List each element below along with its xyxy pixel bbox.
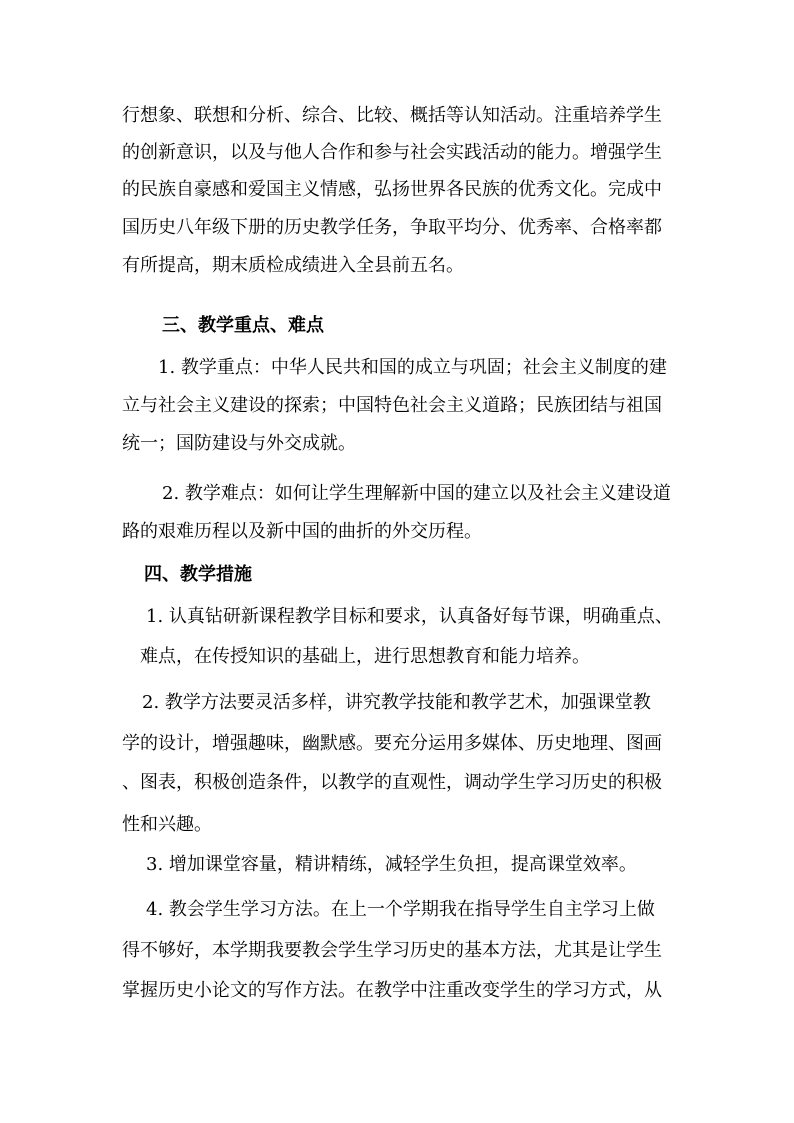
text-line: 4. 教会学生学习方法。在上一个学期我在指导学生自主学习上做 [146,899,655,920]
text-line: 的创新意识，以及与他人合作和参与社会实践活动的能力。增强学生 [122,142,662,163]
text-line: 1. 教学重点：中华人民共和国的成立与巩固；社会主义制度的建 [158,357,667,378]
text-line: 掌握历史小论文的写作方法。在教学中注重改变学生的学习方式，从 [122,980,662,1001]
text-line: 难点，在传授知识的基础上，进行思想教育和能力培养。 [140,646,590,667]
text-line: 行想象、联想和分析、综合、比较、概括等认知活动。注重培养学生 [122,105,662,126]
text-line: 国历史八年级下册的历史教学任务，争取平均分、优秀率、合格率都 [122,217,662,238]
text-line: 学的设计，增强趣味，幽默感。要充分运用多媒体、历史地理、图画 [122,733,662,754]
text-line: 立与社会主义建设的探索；中国特色社会主义道路；民族团结与祖国 [122,395,662,416]
text-line: 得不够好，本学期我要教会学生学习历史的基本方法，尤其是让学生 [122,940,662,961]
text-line: 1. 认真钻研新课程教学目标和要求，认真备好每节课，明确重点、 [146,606,673,627]
text-line: 有所提高，期末质检成绩进入全县前五名。 [122,255,464,276]
text-line: 2. 教学方法要灵活多样，讲究教学技能和教学艺术，加强课堂教 [142,692,651,713]
text-line: 3. 增加课堂容量，精讲精练，减轻学生负担，提高课堂效率。 [146,854,637,875]
text-line: 、图表，积极创造条件，以教学的直观性，调动学生学习历史的积极 [122,772,662,793]
text-line: 性和兴趣。 [122,814,212,835]
text-line: 2. 教学难点：如何让学生理解新中国的建立以及社会主义建设道 [162,483,671,504]
text-line: 统一；国防建设与外交成就。 [122,433,356,454]
text-line: 的民族自豪感和爱国主义情感，弘扬世界各民族的优秀文化。完成中 [122,179,662,200]
section-heading-measures: 四、教学措施 [144,564,252,585]
section-heading-key-points: 三、教学重点、难点 [162,315,324,336]
text-line: 路的艰难历程以及新中国的曲折的外交历程。 [122,521,482,542]
